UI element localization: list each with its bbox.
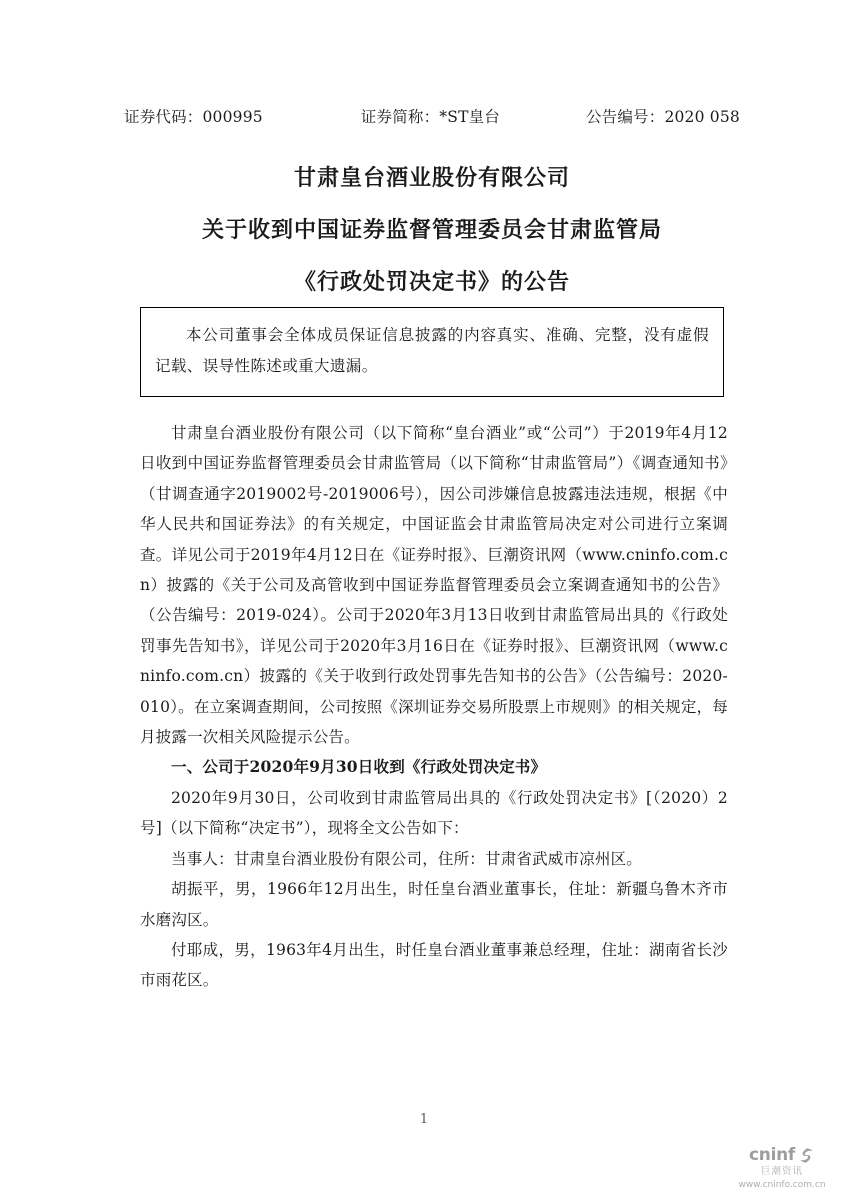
section-heading-1: 一、公司于2020年9月30日收到《行政处罚决定书》 [171, 757, 547, 777]
security-code: 证券代码：000995 [124, 108, 263, 126]
security-abbreviation: 证券简称：*ST皇台 [360, 108, 501, 126]
disclaimer-text: 本公司董事会全体成员保证信息披露的内容真实、准确、完整，没有虚假记载、误导性陈述或重大遗漏。 [155, 326, 709, 375]
body-paragraph-party-chairman: 胡振平，男，1966年12月出生，时任皇台酒业董事长，住址：新疆乌鲁木齐市水磨沟区。 [140, 880, 728, 929]
title-line-document: 《行政处罚决定书》的公告 [293, 269, 570, 295]
disclaimer-box [140, 307, 724, 397]
watermark-url: www.cninfo.com.cn [738, 1179, 826, 1190]
document-body [140, 418, 728, 996]
body-paragraph-party-company: 当事人：甘肃皇台酒业股份有限公司，住所：甘肃省武威市凉州区。 [171, 849, 643, 868]
watermark-chinese-name: 巨潮资讯 [760, 1165, 803, 1177]
cninfo-logo-icon [798, 1147, 815, 1164]
page-number: 1 [419, 1112, 429, 1127]
watermark-brand-row [730, 1146, 834, 1166]
announcement-number: 公告编号：2020 058 [585, 108, 740, 126]
cninfo-watermark [730, 1146, 834, 1190]
page-title [124, 152, 740, 308]
document-header-row [124, 105, 740, 127]
watermark-brand-text: cninf [748, 1145, 795, 1166]
title-line-subject: 关于收到中国证券监督管理委员会甘肃监管局 [201, 217, 662, 243]
title-line-company: 甘肃皇台酒业股份有限公司 [293, 165, 570, 191]
body-paragraph-2: 2020年9月30日，公司收到甘肃监管局出具的《行政处罚决定书》[（2020）2号]（以下简称“决定书”），现将全文公告如下： [140, 788, 728, 838]
body-paragraph-1: 甘肃皇台酒业股份有限公司（以下简称“皇台酒业”或“公司”）于2019年4月12日收到中国证券监督管理委员会甘肃监管局（以下简称“甘肃监管局”）《调查通知书》（甘调查通字2019002号-2019006号），因公司涉嫌信息披露违法违规，根据《中华人民共和国证券法》的有关规定，中国证监会甘肃监管局决定对公司进行立案调查。详见公司于2019年4月12日在《证券时报》、巨潮资讯网（www.cninfo.com.cn）披露的《关于公司及高管收到中国证券监督管理委员会立案调查通知书的公告》（公告编号：2019-024）。公司于2020年3月13日收到甘肃监管局出具的《行政处罚事先告知书》，详见公司于2020年3月16日在《证券时报》、巨潮资讯网（www.cninfo.com.cn）披露的《关于收到行政处罚事先告知书的公告》（公告编号：2020-010）。在立案调查期间，公司按照《深圳证券交易所股票上市规则》的相关规定，每月披露一次相关风险提示公告。 [140, 424, 728, 747]
body-paragraph-party-gm: 付耶成，男，1963年4月出生，时任皇台酒业董事兼总经理，住址：湖南省长沙市雨花区。 [140, 940, 728, 990]
